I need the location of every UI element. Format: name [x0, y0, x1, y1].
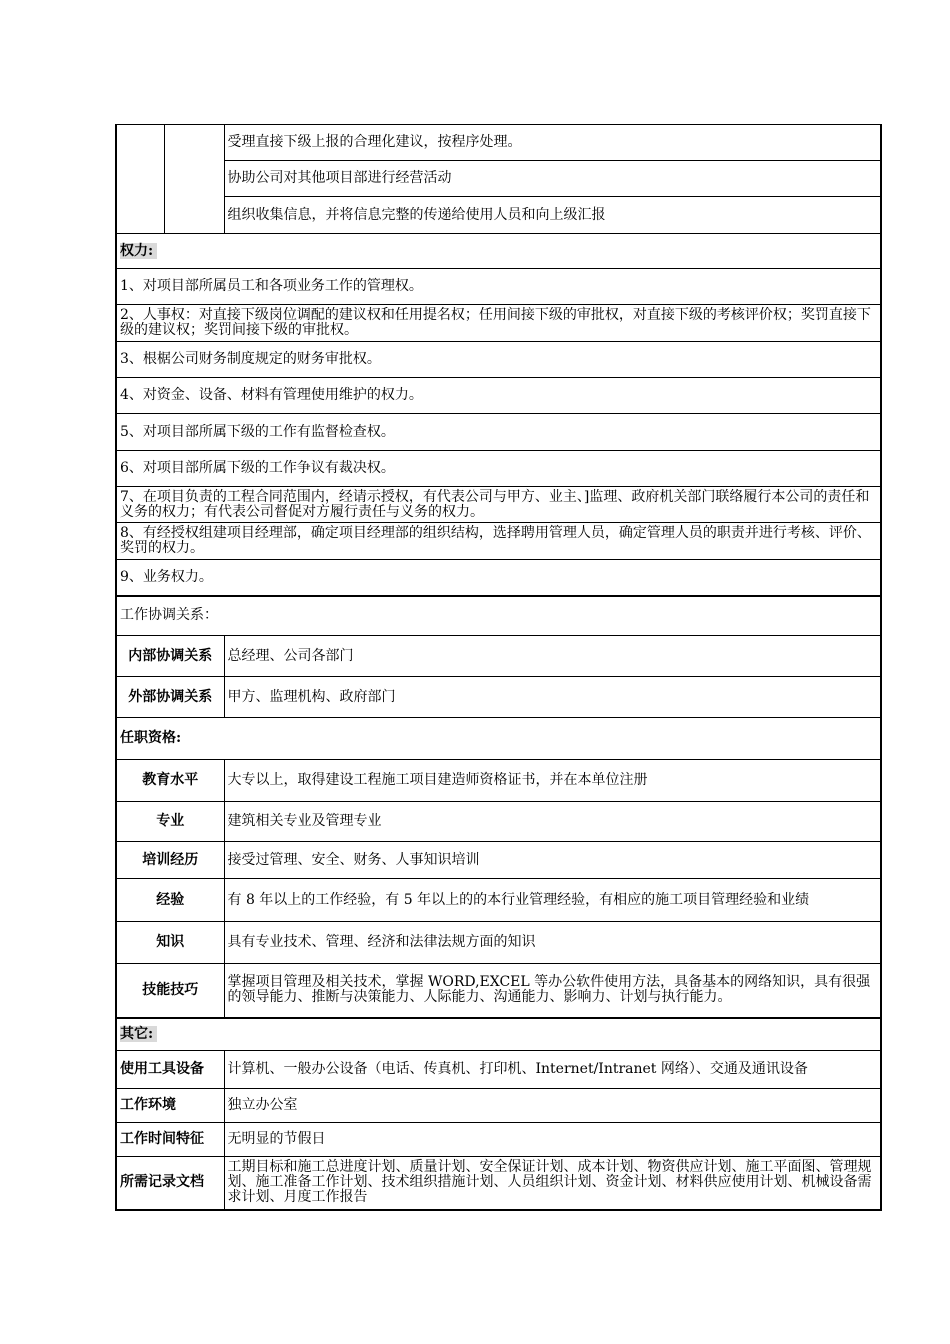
coordination-heading: 工作协调关系：	[116, 596, 881, 636]
power-item: 6、对项目部所属下级的工作争议有裁决权。	[116, 451, 881, 487]
power-heading: 权力:	[120, 243, 157, 259]
qualification-value: 接受过管理、安全、财务、人事知识培训	[224, 842, 881, 879]
other-label: 工作时间特征	[116, 1123, 224, 1157]
other-value: 独立办公室	[224, 1089, 881, 1123]
responsibility-text: 组织收集信息，并将信息完整的传递给使用人员和向上级汇报	[224, 197, 881, 234]
power-item-row	[116, 269, 881, 305]
job-description-table	[115, 124, 882, 1211]
qualification-value: 大专以上，取得建设工程施工项目建造师资格证书，并在本单位注册	[224, 760, 881, 802]
power-item: 8、有经授权组建项目经理部，确定项目经理部的组织结构，选择聘用管理人员，确定管理人员的职责并进行考核、评价、奖罚的权力。	[116, 523, 881, 560]
qualification-row	[116, 760, 881, 802]
power-item: 7、在项目负责的工程合同范围内，经请示授权，有代表公司与甲方、业主、]监理、政府机关部门联络履行本公司的责任和义务的权力；有代表公司督促对方履行责任与义务的权力。	[116, 487, 881, 523]
responsibility-text: 受理直接下级上报的合理化建议，按程序处理。	[224, 125, 881, 161]
blank-cell	[116, 125, 164, 234]
coordination-heading-row	[116, 596, 881, 636]
coordination-value: 总经理、公司各部门	[224, 636, 881, 677]
other-value: 计算机、一般办公设备（电话、传真机、打印机、Internet/Intranet 网络）、交通及通讯设备	[224, 1051, 881, 1089]
responsibility-text: 协助公司对其他项目部进行经营活动	[224, 161, 881, 197]
qualification-label: 专业	[116, 802, 224, 842]
power-item-row	[116, 378, 881, 414]
power-heading-row	[116, 234, 881, 269]
other-heading-row	[116, 1018, 881, 1051]
other-value: 无明显的节假日	[224, 1123, 881, 1157]
qualification-value: 有 8 年以上的工作经验，有 5 年以上的的本行业管理经验，有相应的施工项目管理经验和业绩	[224, 879, 881, 922]
power-item: 5、对项目部所属下级的工作有监督检查权。	[116, 414, 881, 451]
qualification-label: 技能技巧	[116, 964, 224, 1018]
power-item-row	[116, 523, 881, 560]
responsibility-row	[116, 125, 881, 161]
power-item: 2、人事权：对直接下级岗位调配的建议权和任用提名权；任用间接下级的审批权，对直接下级的考核评价权；奖罚直接下级的建议权；奖罚间接下级的审批权。	[116, 305, 881, 342]
other-label: 工作环境	[116, 1089, 224, 1123]
other-label: 使用工具设备	[116, 1051, 224, 1089]
coordination-row	[116, 636, 881, 677]
qualification-value: 掌握项目管理及相关技术，掌握 WORD,EXCEL 等办公软件使用方法，具备基本的网络知识，具有很强的领导能力、推断与决策能力、人际能力、沟通能力、影响力、计划与执行能力。	[224, 964, 881, 1018]
power-item-row	[116, 451, 881, 487]
coordination-value: 甲方、监理机构、政府部门	[224, 677, 881, 718]
other-row	[116, 1157, 881, 1210]
responsibility-row	[116, 161, 881, 197]
qualification-heading: 任职资格:	[116, 718, 881, 760]
power-item-row	[116, 560, 881, 596]
power-item-row	[116, 305, 881, 342]
power-item: 9、业务权力。	[116, 560, 881, 596]
blank-cell	[164, 125, 224, 234]
coordination-label: 外部协调关系	[116, 677, 224, 718]
qualification-row	[116, 922, 881, 964]
qualification-row	[116, 879, 881, 922]
power-item-row	[116, 414, 881, 451]
qualification-label: 知识	[116, 922, 224, 964]
power-item: 1、对项目部所属员工和各项业务工作的管理权。	[116, 269, 881, 305]
qualification-label: 经验	[116, 879, 224, 922]
qualification-row	[116, 842, 881, 879]
qualification-value: 具有专业技术、管理、经济和法律法规方面的知识	[224, 922, 881, 964]
job-description-sheet	[115, 124, 880, 1211]
qualification-label: 教育水平	[116, 760, 224, 802]
qualification-row	[116, 964, 881, 1018]
coordination-row	[116, 677, 881, 718]
other-row	[116, 1051, 881, 1089]
other-label: 所需记录文档	[116, 1157, 224, 1210]
other-row	[116, 1089, 881, 1123]
qualification-heading-row	[116, 718, 881, 760]
qualification-value: 建筑相关专业及管理专业	[224, 802, 881, 842]
qualification-row	[116, 802, 881, 842]
other-heading: 其它:	[120, 1026, 157, 1042]
qualification-label: 培训经历	[116, 842, 224, 879]
power-item-row	[116, 342, 881, 378]
other-row	[116, 1123, 881, 1157]
other-value: 工期目标和施工总进度计划、质量计划、安全保证计划、成本计划、物资供应计划、施工平面图、管理规划、施工准备工作计划、技术组织措施计划、人员组织计划、资金计划、材料供应使用计划、机械设备需求计划、月度工作报告	[224, 1157, 881, 1210]
power-item-row	[116, 487, 881, 523]
responsibility-row	[116, 197, 881, 234]
power-item: 3、根椐公司财务制度规定的财务审批权。	[116, 342, 881, 378]
power-item: 4、对资金、设备、材料有管理使用维护的权力。	[116, 378, 881, 414]
coordination-label: 内部协调关系	[116, 636, 224, 677]
